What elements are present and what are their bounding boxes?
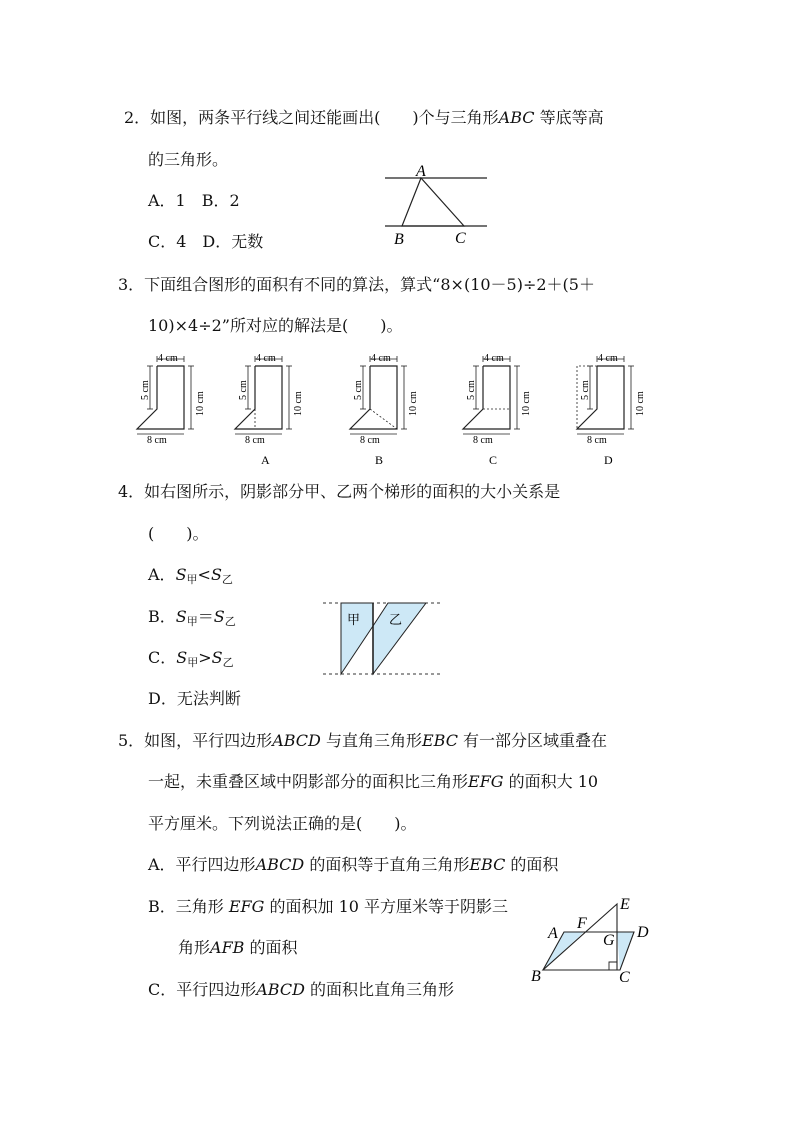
q4-label-yi: 乙: [389, 612, 403, 627]
text: 有一部分区域重叠在: [457, 731, 608, 750]
q3-dim-left: 5 cm: [580, 380, 591, 400]
text: A．平行四边形: [148, 855, 256, 874]
option-prefix: B．: [148, 607, 176, 626]
subscript-jia: 甲: [186, 573, 198, 586]
q5-point-c: C: [619, 969, 630, 986]
q2-line-2: 的三角形。: [148, 150, 229, 169]
q2-point-b: B: [394, 231, 404, 248]
q4-label-jia: 甲: [347, 612, 361, 627]
text: 的面积加 10 平方厘米等于阴影三: [264, 897, 509, 916]
q5-point-a: A: [548, 925, 558, 942]
name-afb: AFB: [210, 938, 245, 957]
q3-dim-right: 10 cm: [195, 391, 206, 416]
q3-line-2: 10)×4÷2”所对应的解法是( )。: [148, 316, 403, 335]
q4-line-2: ( )。: [148, 524, 209, 543]
q4-option-d: D．无法判断: [148, 689, 241, 708]
q3-dim-top: 4 cm: [256, 353, 276, 364]
text: 角形: [178, 938, 211, 957]
text: 的面积: [505, 855, 559, 874]
q2-text-end: 等底等高: [534, 108, 604, 127]
subscript-yi: 乙: [224, 615, 236, 628]
text: 的面积等于直角三角形: [304, 855, 470, 874]
q3-dim-right: 10 cm: [408, 391, 419, 416]
name-abcd: ABCD: [255, 855, 305, 874]
q3-label-a: A: [261, 453, 270, 467]
q3-dim-bottom: 8 cm: [245, 435, 265, 446]
q3-dim-left: 5 cm: [238, 380, 249, 400]
q4-line-1: 4．如右图所示，阴影部分甲、乙两个梯形的面积的大小关系是: [118, 482, 561, 501]
q3-dim-left: 5 cm: [466, 380, 477, 400]
name-ebc: EBC: [421, 731, 458, 750]
q2-point-c: C: [455, 230, 466, 247]
text: 的面积: [244, 938, 298, 957]
q3-dim-top: 4 cm: [484, 353, 504, 364]
q3-dim-top: 4 cm: [598, 353, 618, 364]
q3-dim-top: 4 cm: [158, 353, 178, 364]
relation: <: [197, 565, 211, 584]
q3-line-1: 3．下面组合图形的面积有不同的算法，算式“8×(10－5)÷2＋(5＋: [118, 275, 595, 294]
text: 5．如图，平行四边形: [118, 731, 273, 750]
q3-dim-bottom: 8 cm: [360, 435, 380, 446]
symbol-s: S: [211, 648, 223, 667]
q3-dim-top: 4 cm: [371, 353, 391, 364]
text: 与直角三角形: [320, 731, 422, 750]
q3-dim-bottom: 8 cm: [147, 435, 167, 446]
q5-point-f: F: [577, 915, 587, 932]
q5-line-3: 平方厘米。下列说法正确的是( )。: [148, 814, 417, 833]
name-ebc: EBC: [469, 855, 506, 874]
option-prefix: C．: [148, 648, 177, 667]
symbol-s: S: [176, 648, 188, 667]
symbol-s: S: [213, 607, 225, 626]
q2-options-cd: C．4 D．无数: [148, 232, 264, 251]
q3-dim-right: 10 cm: [635, 391, 646, 416]
text: 的面积大 10: [503, 772, 599, 791]
q3-dim-right: 10 cm: [521, 391, 532, 416]
q2-triangle-name: ABC: [498, 108, 535, 127]
q5-point-b: B: [531, 968, 541, 985]
relation: ＝: [197, 607, 214, 626]
q2-options-ab: A．1 B．2: [148, 191, 240, 210]
symbol-s: S: [210, 565, 222, 584]
q3-dim-bottom: 8 cm: [587, 435, 607, 446]
q2-point-a: A: [416, 163, 426, 180]
symbol-s: S: [175, 565, 187, 584]
text: C．平行四边形: [148, 980, 257, 999]
symbol-s: S: [175, 607, 187, 626]
text: 的面积比直角三角形: [304, 980, 455, 999]
text: 一起，未重叠区域中阴影部分的面积比三角形: [148, 772, 469, 791]
q5-point-d: D: [637, 924, 649, 941]
name-abcd: ABCD: [256, 980, 305, 999]
q3-dim-right: 10 cm: [293, 391, 304, 416]
q3-label-c: C: [489, 453, 498, 467]
name-efg: EFG: [468, 772, 504, 791]
q5-point-g: G: [603, 932, 615, 949]
q3-dim-left: 5 cm: [140, 380, 151, 400]
option-prefix: A．: [148, 565, 176, 584]
subscript-jia: 甲: [186, 615, 198, 628]
subscript-yi: 乙: [222, 656, 234, 669]
relation: >: [198, 648, 212, 667]
q3-label-b: B: [375, 453, 384, 467]
subscript-jia: 甲: [187, 656, 199, 669]
q5-right-angle-mark: [609, 962, 617, 970]
name-efg: EFG: [228, 897, 265, 916]
q5-point-e: E: [620, 896, 630, 913]
q3-label-d: D: [604, 453, 613, 467]
name-abcd: ABCD: [272, 731, 321, 750]
subscript-yi: 乙: [221, 573, 233, 586]
text: B．三角形: [148, 897, 229, 916]
q2-text: 2．如图，两条平行线之间还能画出( )个与三角形: [124, 108, 499, 127]
q3-dim-left: 5 cm: [353, 380, 364, 400]
q3-dim-bottom: 8 cm: [473, 435, 493, 446]
